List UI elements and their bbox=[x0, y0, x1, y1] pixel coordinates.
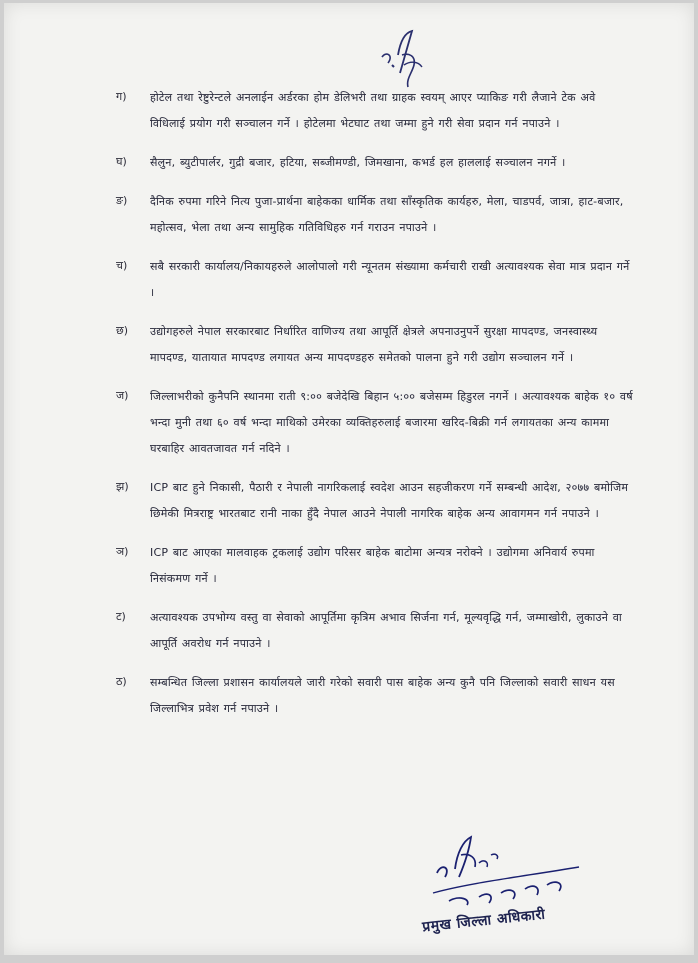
item-text: जिल्लाभरीको कुनैपनि स्थानमा राती ९:०० बजेदेखि बिहान ५:०० बजेसम्म हिडुरल नगर्ने । अत्यावश्यक बाहेक १० वर्ष भन्दा मुनी तथा ६० वर्ष भन्दा माथिको उमेरका व्यक्तिहरुलाई बजारमा खरिद-बिक्री गर्न लगायतका अन्य काममा घरबाहिर आवतजावत गर्न नदिने । bbox=[150, 390, 633, 455]
item-marker: छ) bbox=[116, 324, 129, 337]
handwritten-signature bbox=[429, 833, 589, 913]
list-item bbox=[4, 475, 694, 527]
item-marker: ग) bbox=[116, 90, 127, 103]
item-marker: च) bbox=[116, 259, 128, 272]
item-marker: ज) bbox=[116, 389, 129, 402]
list-item bbox=[4, 254, 694, 306]
item-marker: घ) bbox=[116, 155, 127, 168]
item-marker: ञ) bbox=[116, 545, 129, 558]
list-item bbox=[4, 670, 694, 722]
item-text: सैलुन, ब्युटीपार्लर, गुद्री बजार, हटिया, सब्जीमण्डी, जिमखाना, कभर्ड हल हाललाई सञ्चालन नगर्ने । bbox=[150, 156, 566, 169]
item-text: ICP बाट हुने निकासी, पैठारी र नेपाली नागरिकलाई स्वदेश आउन सहजीकरण गर्ने सम्बन्धी आदेश, २०७७ बमोजिम छिमेकी मित्रराष्ट्र भारतबाट रानी नाका हुँदै नेपाल आउने नेपाली नागरिक बाहेक अन्य आवागमन गर्न नपाउने । bbox=[150, 481, 629, 520]
item-text: अत्यावश्यक उपभोग्य वस्तु वा सेवाको आपूर्तिमा कृत्रिम अभाव सिर्जना गर्न, मूल्यवृद्धि गर्न, जम्माखोरी, लुकाउने वा आपूर्ति अवरोध गर्न नपाउने । bbox=[150, 611, 622, 650]
document-page bbox=[4, 3, 694, 955]
list-item bbox=[4, 189, 694, 241]
item-text: सम्बन्धित जिल्ला प्रशासन कार्यालयले जारी गरेको सवारी पास बाहेक अन्य कुनै पनि जिल्लाको सवारी साधन यस जिल्लाभित्र प्रवेश गर्न नपाउने । bbox=[150, 676, 615, 715]
list-item bbox=[4, 540, 694, 592]
item-text: उद्योगहरुले नेपाल सरकारबाट निर्धारित वाणिज्य तथा आपूर्ति क्षेत्रले अपनाउनुपर्ने सुरक्षा मापदण्ड, जनस्वास्थ्य मापदण्ड, यातायात मापदण्ड लगायत अन्य मापदण्डहरु समेतको पालना हुने गरी उद्योग सञ्चालन गर्ने । bbox=[150, 325, 598, 364]
directive-list bbox=[4, 85, 694, 735]
item-text: सबै सरकारी कार्यालय/निकायहरुले आलोपालो गरी न्यूनतम संख्यामा कर्मचारी राखी अत्यावश्यक सेवा मात्र प्रदान गर्ने । bbox=[150, 260, 630, 299]
list-item bbox=[4, 605, 694, 657]
item-text: होटेल तथा रेष्टुरेन्टले अनलाईन अर्डरका होम डेलिभरी तथा ग्राहक स्वयम् आएर प्याकिङ गरी लैजाने टेक अवे विधिलाई प्रयोग गरी सञ्चालन गर्ने । होटेलमा भेटघाट तथा जम्मा हुने गरी सेवा प्रदान गर्न नपाउने । bbox=[150, 91, 596, 130]
item-text: दैनिक रुपमा गरिने नित्य पुजा-प्रार्थना बाहेकका धार्मिक तथा साँस्कृतिक कार्यहरु, मेला, चाडपर्व, जात्रा, हाट-बजार, महोत्सव, भेला तथा अन्य सामुहिक गतिविधिहरु गर्न गराउन नपाउने । bbox=[150, 195, 624, 234]
designation-stamp: प्रमुख जिल्ला अधिकारी bbox=[421, 906, 547, 936]
item-text: ICP बाट आएका मालवाहक ट्रकलाई उद्योग परिसर बाहेक बाटोमा अन्यत्र नरोक्ने । उद्योगमा अनिवार्य रुपमा निसंकमण गर्ने । bbox=[150, 546, 595, 585]
item-marker: ङ) bbox=[116, 194, 128, 207]
list-item bbox=[4, 319, 694, 371]
list-item bbox=[4, 384, 694, 462]
list-item bbox=[4, 150, 694, 176]
item-marker: झ) bbox=[116, 480, 129, 493]
item-marker: ठ) bbox=[116, 675, 127, 688]
list-item bbox=[4, 85, 694, 137]
item-marker: ट) bbox=[116, 610, 126, 623]
